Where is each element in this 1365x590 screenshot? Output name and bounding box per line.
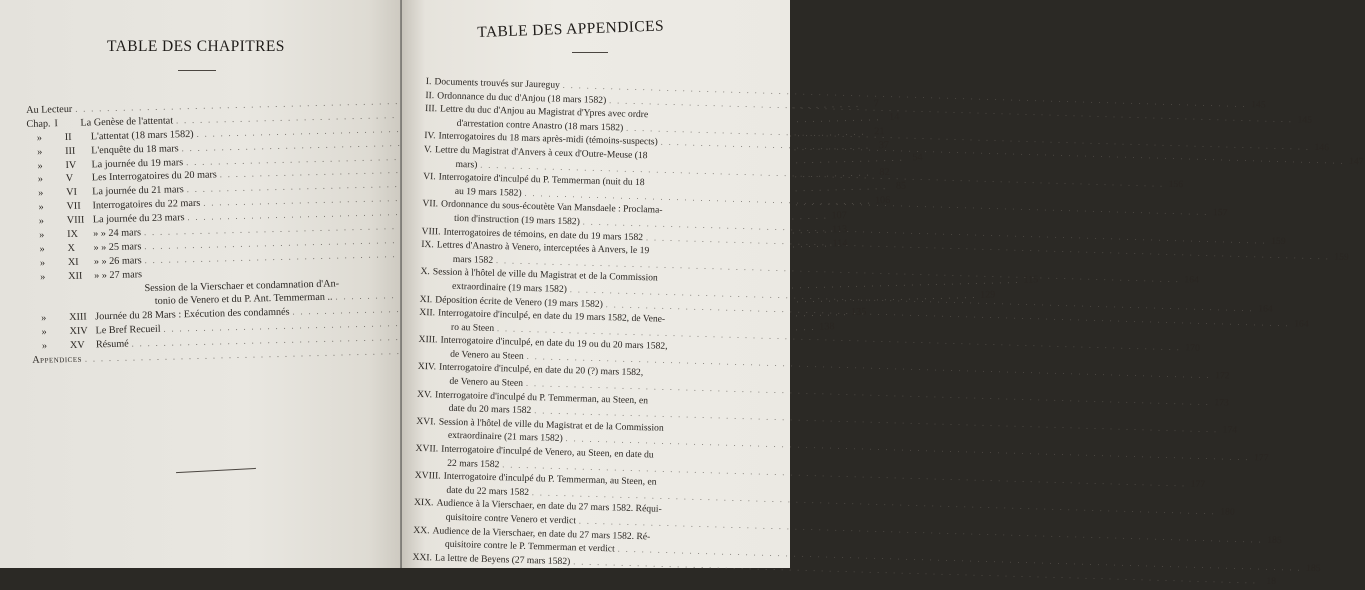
appendix-number: IX. (421, 239, 434, 251)
chapter-prefix: Chap. (26, 118, 51, 130)
chapter-title: La journée du 19 mars (91, 156, 184, 170)
appendix-title: Ordonnance du duc d'Anjou (18 mars 1582) (437, 89, 607, 106)
page-number: 172 (1214, 370, 1230, 382)
appendix-number: II. (425, 89, 435, 101)
appendix-title: Session à l'hôtel de ville du Magistrat et de la Commission (432, 266, 658, 284)
chapter-number: I (54, 118, 59, 130)
page-number: 164 (1294, 317, 1309, 330)
appendix-title: ro au Steen (450, 321, 495, 334)
page-number: 159 (1271, 235, 1286, 248)
appendix-number: IV. (424, 130, 436, 142)
end-rule (176, 468, 256, 473)
entry-label: Appendices (32, 353, 83, 366)
appendix-title: extraordinaire (21 mars 1582) (447, 430, 563, 445)
page-number: 37 (878, 139, 890, 151)
page-number: 185 (1305, 562, 1321, 575)
appendix-title: d'arrestation contre Anastro (18 mars 1582) (456, 117, 624, 134)
chapter-title: » » 25 mars (93, 241, 142, 254)
chapters-title: TABLE DES CHAPITRES (107, 38, 285, 55)
appendix-title: 22 mars 1582 (447, 457, 500, 470)
page-number: 138 (819, 321, 835, 333)
page-number: 113 (832, 223, 848, 236)
chapter-number: V (65, 173, 74, 185)
page-number: 157 (1212, 206, 1228, 219)
chapter-number (59, 292, 85, 293)
chapter-title: tonio de Venero et du P. Ant. Temmerman .. (154, 292, 333, 308)
page-number: 21 (874, 125, 885, 137)
page-number: 174 (1222, 424, 1238, 437)
title-rule (178, 70, 216, 71)
chapter-number: IX (67, 228, 79, 241)
page-number: 170 (1185, 342, 1201, 354)
appendix-title: au 19 mars 1582) (454, 185, 522, 199)
page-number: 156 (1168, 178, 1184, 190)
chapter-number: X (67, 242, 76, 254)
chapter-prefix: » (36, 132, 43, 144)
page-number: 146 (1314, 141, 1330, 154)
chapter-prefix: » (41, 340, 48, 352)
chapter-prefix: » (37, 160, 43, 172)
appendix-number: XVII. (415, 442, 439, 455)
chapter-title: » » 27 mars (94, 268, 143, 282)
chapter-prefix: » (41, 312, 47, 325)
chapter-title: La journée du 21 mars (92, 184, 184, 198)
chapter-number: XII (68, 270, 83, 282)
appendix-number: XX. (413, 524, 430, 536)
page-number: 135 (850, 306, 867, 319)
appendix-title: mars 1582 (452, 253, 494, 266)
chapter-number: III (65, 145, 76, 157)
page-number: 180 (1220, 506, 1235, 518)
appendix-title: extraordinaire (19 mars 1582) (451, 280, 568, 295)
chapter-prefix: » (37, 146, 43, 158)
page-number: 145 (1297, 113, 1313, 126)
chapter-number (59, 306, 85, 307)
appendix-title: Lettres d'Anastro à Venero, interceptées à Anvers, le 19 (436, 239, 650, 257)
appendix-number: XXI. (412, 551, 433, 564)
appendix-number: X. (420, 266, 430, 278)
appendices-title: TABLE DES APPENDICES (477, 17, 665, 41)
page-number: 145 (1251, 99, 1266, 111)
entry-label: Au Lecteur (26, 103, 73, 116)
appendix-title: Interrogatoire d'inculpé du P. Temmerman, au Steen, en (443, 470, 657, 488)
appendix-number: VII. (422, 198, 439, 210)
chapter-title: Interrogatoires du 22 mars (92, 198, 201, 212)
appendix-title: quisitoire contre le P. Temmerman et verdict (444, 538, 615, 555)
appendix-title: Documents trouvés sur Jaureguy (434, 76, 561, 91)
title-rule-right (572, 52, 608, 53)
appendix-number: V. (423, 143, 433, 156)
appendix-title: quisitoire contre Venero et verdict (445, 511, 577, 527)
page-number: 164 (1258, 303, 1273, 315)
chapter-number: VII (66, 200, 81, 213)
chapter-number: II (64, 131, 72, 143)
chapter-prefix: » (38, 201, 44, 213)
page-number: 185 (1267, 534, 1282, 547)
appendix-title: Interrogatoire d'inculpé du P. Temmerman (nuit du 18 (438, 171, 645, 189)
appendix-number: XII. (419, 307, 436, 319)
page-number: 82 (879, 167, 890, 179)
appendix-title: Session à l'hôtel de ville du Magistrat et de la Commission (438, 416, 664, 434)
chapter-number: XIII (69, 311, 87, 324)
appendix-number: XV. (416, 388, 433, 400)
page-number: 173 (1214, 397, 1229, 409)
appendix-title: mars) (455, 158, 478, 171)
appendix-title: de Venero au Steen (449, 375, 524, 389)
chapter-title: Journée du 28 Mars : Exécution des condamnés (95, 306, 290, 323)
chapter-title: » » 24 mars (93, 227, 142, 240)
page-number: 164 (1184, 273, 1199, 286)
appendix-title: date du 22 mars 1582 (446, 484, 530, 498)
appendix-number: XVIII. (414, 470, 441, 482)
page-number: 115 (1023, 274, 1039, 287)
appendix-title: Audience à la Vierschaer, en date du 27 mars 1582. Réqui- (436, 497, 662, 516)
appendix-title: de Venero au Steen (450, 348, 524, 362)
chapter-prefix: » (39, 229, 45, 241)
appendix-title: Interrogatoire d'inculpé, en date du 19 ou du 20 mars 1582, (440, 334, 668, 353)
page-number: 106 (874, 195, 891, 207)
appendix-title: Ordonnance du sous-écoutète Van Mansdaele : Proclama- (440, 198, 663, 216)
appendix-number: XVI. (416, 415, 436, 428)
appendix-number: III. (424, 103, 438, 115)
chapter-number: XI (67, 256, 79, 268)
appendix-title: tion d'instruction (19 mars 1582) (453, 212, 581, 228)
chapter-prefix: » (40, 271, 46, 283)
page-number: 85 (895, 180, 907, 193)
chapter-title: Le Bref Recueil (95, 324, 161, 337)
chapter-title: L'enquête du 18 mars (91, 142, 179, 157)
chapter-prefix (31, 307, 59, 308)
appendix-title: Interrogatoires de témoins, en date du 19 mars 1582 (443, 226, 644, 243)
chapter-title: Session de la Vierschaer et condamnation d'An- (144, 277, 340, 294)
chapter-number: VIII (66, 214, 85, 227)
page-number: 129 (979, 289, 996, 302)
appendix-number: XI. (419, 293, 433, 305)
appendix-title: Lettre du Magistrat d'Anvers à ceux d'Outre-Meuse (18 (434, 144, 648, 162)
chapter-title: » » 26 mars (93, 255, 142, 268)
chapter-number: XIV (69, 325, 88, 338)
chapter-title: La Genèse de l'attentat (80, 115, 174, 129)
page-number: 159 (1334, 250, 1349, 263)
chapter-number: VI (66, 187, 78, 199)
appendix-title: date du 20 mars 1582 (448, 403, 532, 417)
appendix-title: Interrogatoire d'inculpé du P. Temmerman, au Steen, en (434, 389, 649, 406)
appendix-title: Interrogatoire d'inculpé, en date du 20 (?) mars 1582, (438, 361, 644, 379)
appendix-number: VIII. (421, 225, 441, 237)
appendix-title: La lettre de Beyens (27 mars 1582) (434, 552, 571, 567)
chapter-number: IV (65, 159, 77, 171)
chapter-title: Les Interrogatoires du 20 mars (91, 169, 217, 184)
page-number: 114 (832, 237, 848, 250)
chapter-prefix (31, 293, 59, 294)
page-number: 14 (889, 111, 900, 123)
chapter-title: L'attentat (18 mars 1582) (90, 128, 194, 143)
appendix-number: XIII. (418, 334, 438, 346)
chapter-number: XV (69, 339, 85, 352)
appendix-title: Interrogatoires du 18 mars après-midi (témoins-suspects) (438, 130, 658, 148)
appendix-number: XIX. (413, 497, 434, 509)
chapter-prefix: » (38, 215, 45, 227)
appendix-number: I. (425, 75, 432, 88)
chapter-prefix: » (38, 187, 44, 200)
appendix-number: XIV. (417, 361, 437, 373)
chapter-prefix: » (37, 174, 44, 186)
page-number: 177 (1190, 478, 1206, 490)
chapter-prefix: » (39, 257, 46, 269)
page-number: 7 (873, 98, 880, 110)
page-number: 147 (1348, 156, 1364, 168)
appendix-title: Audience de la Vierschaer, en date du 27 mars 1582. Ré- (432, 524, 651, 543)
page-number: 177 (1253, 452, 1269, 465)
appendix-title: Interrogatoire d'inculpé, en date du 19 mars 1582, de Vene- (437, 307, 666, 325)
appendix-title: Déposition écrite de Venero (19 mars 1582) (435, 293, 604, 310)
appendix-title: Interrogatoire d'inculpé de Venero, au Steen, en date du (441, 443, 654, 461)
page-number: 54 (912, 152, 923, 164)
page-number: 18 (1266, 575, 1277, 587)
chapter-prefix: » (39, 243, 45, 255)
appendix-number: VI. (423, 171, 436, 183)
chapter-title: Résumé (95, 338, 129, 351)
chapter-prefix: » (41, 326, 47, 338)
page-number: 107 (831, 209, 847, 222)
appendix-title: Lettre du duc d'Anjou au Magistrat d'Ypres avec ordre (439, 103, 649, 121)
chapter-title: La journée du 23 mars (92, 212, 185, 226)
